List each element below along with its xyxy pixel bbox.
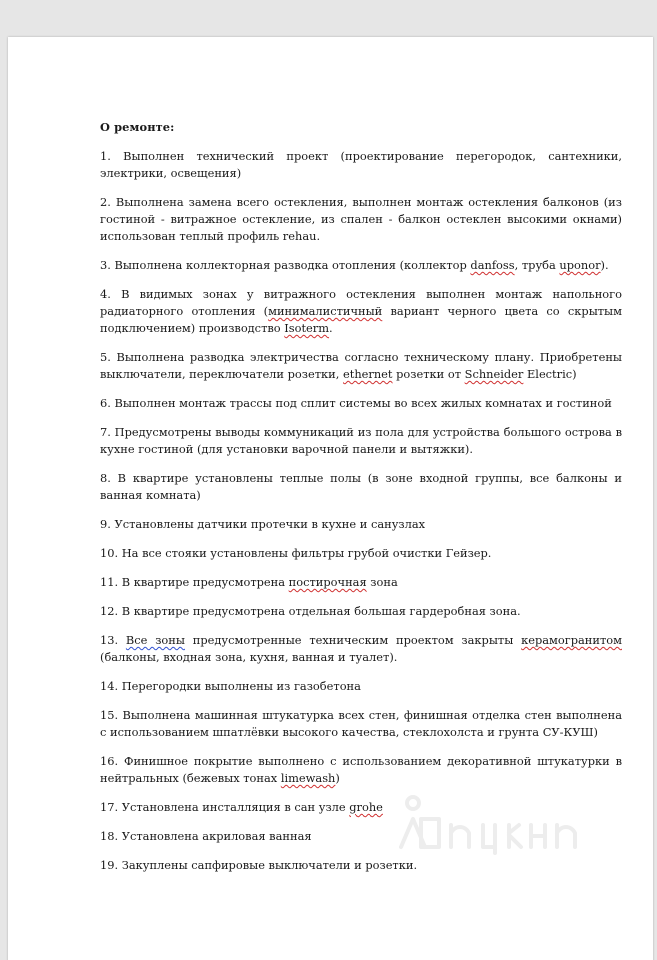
list-item-17: 17. Установлена инсталляция в сан узле grohe bbox=[100, 800, 383, 814]
spellcheck-word: постирочная bbox=[288, 575, 367, 589]
spellcheck-word: ethernet bbox=[343, 367, 393, 381]
list-item-15: 15. Выполнена машинная штукатурка всех стен, финишная отделка стен выполнена с использованием шпатлёвки высокого качества, стеклохолста и грунта СУ-КУШ) bbox=[100, 708, 622, 739]
list-item-4: 4. В видимых зонах у витражного остекления выполнен монтаж напольного радиаторного отопления (минималистичный вариант черного цвета со скрытым подключением) производство Isoterm. bbox=[100, 287, 622, 335]
spellcheck-word: uponor bbox=[559, 258, 601, 272]
list-item-18: 18. Установлена акриловая ванная bbox=[100, 829, 312, 843]
spellcheck-word: grohe bbox=[349, 800, 383, 814]
list-item-7: 7. Предусмотрены выводы коммуникаций из пола для устройства большого острова в кухне гостиной (для установки варочной панели и вытяжки). bbox=[100, 425, 622, 456]
list-item-11: 11. В квартире предусмотрена постирочная зона bbox=[100, 575, 398, 589]
spellcheck-word: керамогранитом bbox=[521, 633, 622, 647]
spellcheck-word: минималистичный bbox=[268, 304, 383, 318]
spellcheck-word: limewash bbox=[280, 771, 336, 785]
list-item-3: 3. Выполнена коллекторная разводка отопления (коллектор danfoss, труба uponor). bbox=[100, 258, 609, 272]
list-item-16: 16. Финишное покрытие выполнено с использованием декоративной штукатурки в нейтральных (бежевых тонах limewash) bbox=[100, 754, 622, 785]
document-body bbox=[100, 119, 622, 886]
list-item-2: 2. Выполнена замена всего остекления, выполнен монтаж остекления балконов (из гостиной - витражное остекление, из спален - балкон остеклен высокими окнами) использован теплый профиль rehau. bbox=[100, 195, 622, 243]
list-item-13: 13. Все зоны предусмотренные техническим проектом закрыты керамогранитом (балконы, входная зона, кухня, ванная и туалет). bbox=[100, 633, 622, 664]
list-item-6: 6. Выполнен монтаж трассы под сплит системы во всех жилых комнатах и гостиной bbox=[100, 396, 612, 410]
list-item-1: 1. Выполнен технический проект (проектирование перегородок, сантехники, электрики, освещения) bbox=[100, 149, 622, 180]
spellcheck-word: Isoterm bbox=[284, 321, 330, 335]
document-page bbox=[8, 37, 653, 960]
grammar-phrase: Все зоны bbox=[125, 633, 185, 647]
list-item-5: 5. Выполнена разводка электричества согласно техническому плану. Приобретены выключатели, переключатели розетки, ethernet розетки от Schneider Electric) bbox=[100, 350, 622, 381]
spellcheck-word: Schneider bbox=[464, 367, 524, 381]
list-item-12: 12. В квартире предусмотрена отдельная большая гардеробная зона. bbox=[100, 604, 521, 618]
list-item-9: 9. Установлены датчики протечки в кухне и санузлах bbox=[100, 517, 426, 531]
list-item-14: 14. Перегородки выполнены из газобетона bbox=[100, 679, 361, 693]
list-item-10: 10. На все стояки установлены фильтры грубой очистки Гейзер. bbox=[100, 546, 492, 560]
list-item-19: 19. Закуплены сапфировые выключатели и розетки. bbox=[100, 858, 418, 872]
section-heading: О ремонте: bbox=[100, 120, 175, 134]
spellcheck-word: danfoss bbox=[470, 258, 515, 272]
list-item-8: 8. В квартире установлены теплые полы (в зоне входной группы, все балконы и ванная комната) bbox=[100, 471, 622, 502]
